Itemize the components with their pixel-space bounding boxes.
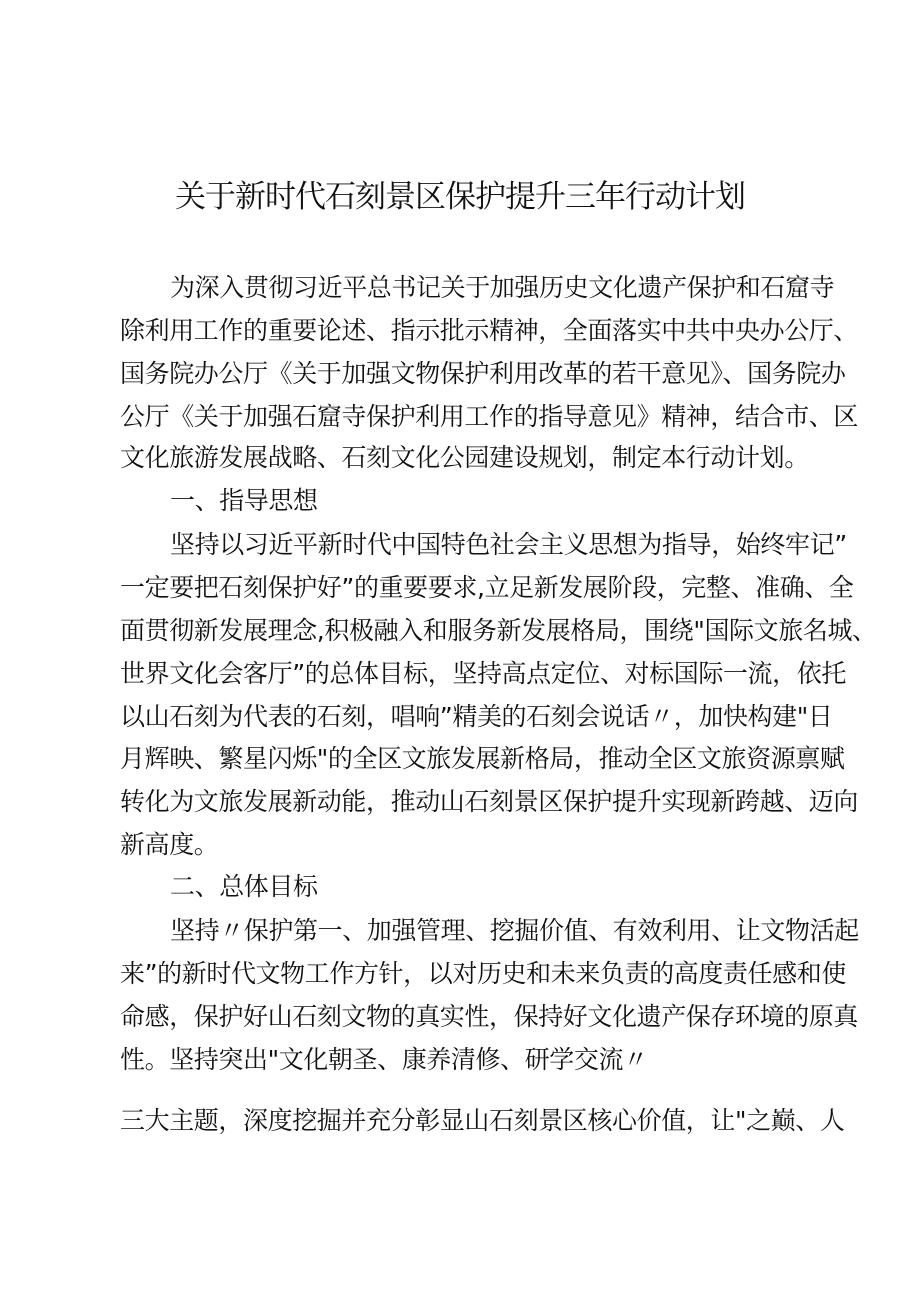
- paragraph-line: 新高度。: [120, 830, 219, 859]
- paragraph-line: 面贯彻新发展理念,积极融入和服务新发展格局，围绕"国际文旅名城、: [120, 616, 877, 645]
- section-heading: 二、总体目标: [170, 872, 318, 901]
- paragraph-line: 公厅《关于加强石窟寺保护利用工作的指导意见》精神，结合市、区: [120, 402, 859, 431]
- paragraph-line: 为深入贯彻习近平总书记关于加强历史文化遗产保护和石窟寺: [170, 273, 835, 302]
- paragraph-line: 来”的新时代文物工作方针，以对历史和未来负责的高度责任感和使: [120, 959, 846, 988]
- paragraph-line: 三大主题，深度挖掘并充分彰显山石刻景区核心价值，让"之巅、人: [120, 1106, 845, 1135]
- paragraph-line: 转化为文旅发展新动能，推动山石刻景区保护提升实现新跨越、迈向: [120, 787, 859, 816]
- paragraph-line: 除利用工作的重要论述、指示批示精神，全面落实中共中央办公厅、: [120, 316, 859, 345]
- paragraph-line: 月辉映、繁星闪烁"的全区文旅发展新格局，推动全区文旅资源禀赋: [120, 744, 845, 773]
- paragraph-line: 命感，保护好山石刻文物的真实性，保持好文化遗产保存环境的原真: [120, 1002, 859, 1031]
- paragraph-line: 以山石刻为代表的石刻，唱响”精美的石刻会说话〃，加快构建"日: [120, 702, 833, 731]
- paragraph-line: 性。坚持突出"文化朝圣、康养清修、研学交流〃: [120, 1045, 648, 1074]
- document-title: 关于新时代石刻景区保护提升三年行动计划: [175, 179, 745, 215]
- paragraph-line: 坚持以习近平新时代中国特色社会主义思想为指导，始终牢记”: [170, 530, 847, 559]
- paragraph-line: 文化旅游发展战略、石刻文化公园建设规划，制定本行动计划。: [120, 443, 809, 472]
- paragraph-line: 坚持〃保护第一、加强管理、挖掘价值、有效利用、让文物活起: [170, 916, 859, 945]
- paragraph-line: 国务院办公厅《关于加强文物保护利用改革的若干意见》、国务院办: [120, 359, 846, 388]
- paragraph-line: 一定要把石刻保护好”的重要要求,立足新发展阶段，完整、准确、全: [120, 573, 854, 602]
- paragraph-line: 世界文化会客厅”的总体目标，坚持高点定位、对标国际一流，依托: [120, 659, 846, 688]
- section-heading: 一、指导思想: [170, 486, 318, 515]
